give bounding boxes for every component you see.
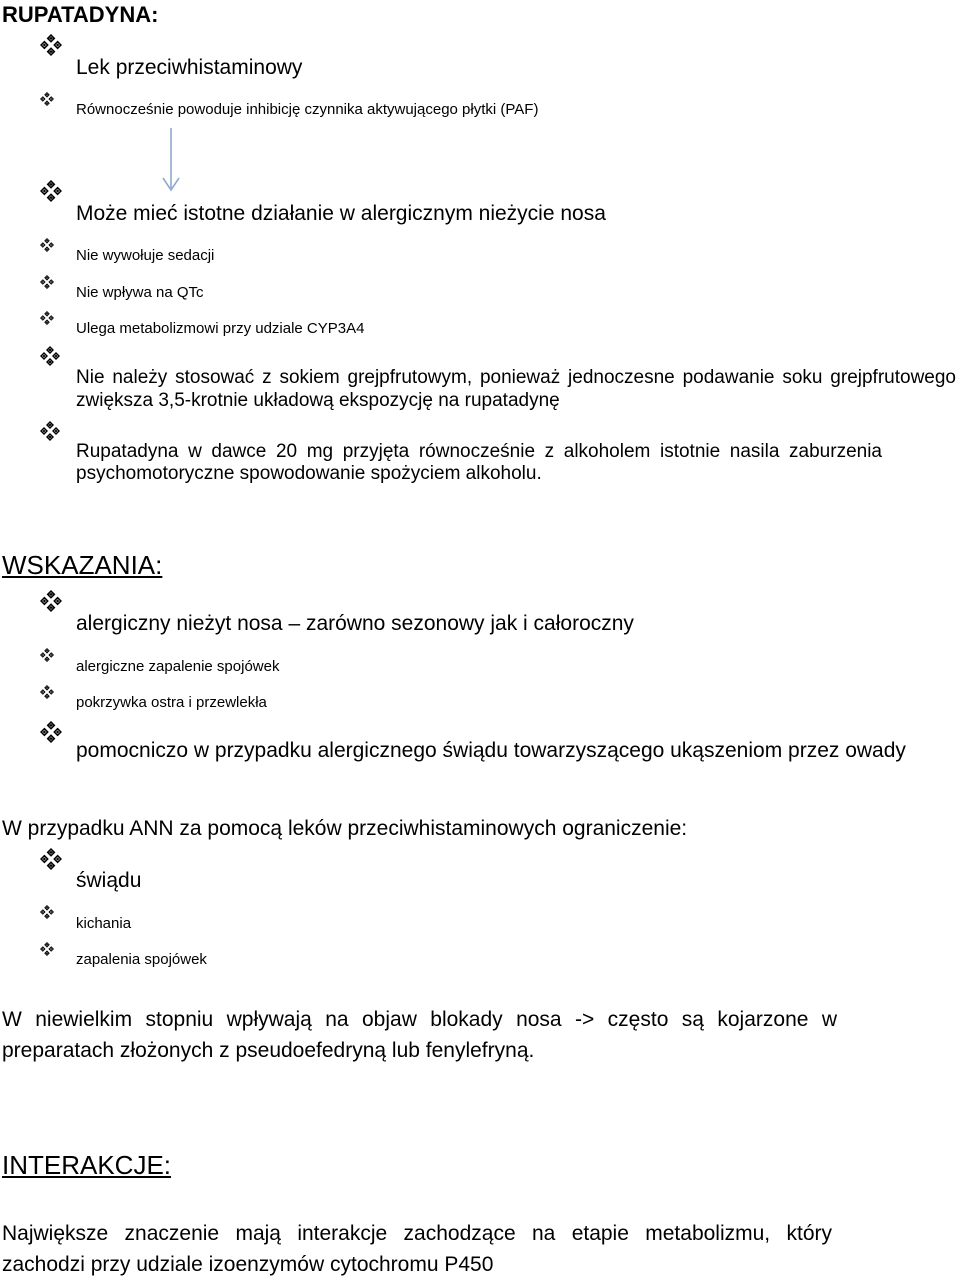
- section-heading-wskazania: WSKAZANIA:: [2, 550, 163, 580]
- four-diamond-bullet-icon: [40, 34, 62, 56]
- interakcje-text: Największe znaczenie mają interakcje zachodzące na etapie metabolizmu, który zachodzi przy udziale izoenzymów cytochromu P450: [2, 1222, 832, 1276]
- ann-note: W niewielkim stopniu wpływają na objaw blokady nosa -> często są kojarzone w preparatach złożonych z pseudoefedryną lub fenylefryną.: [2, 1008, 837, 1062]
- four-diamond-bullet-icon: [40, 905, 54, 919]
- list-item: zapalenia spojówek: [76, 951, 207, 968]
- four-diamond-bullet-icon: [40, 275, 54, 289]
- section-heading-interakcje: INTERAKCJE:: [2, 1150, 172, 1180]
- four-diamond-bullet-icon: [40, 421, 60, 441]
- section-heading-rupatadyna: RUPATADYNA:: [2, 2, 159, 27]
- four-diamond-bullet-icon: [40, 942, 54, 956]
- list-item: Może mieć istotne działanie w alergicznym nieżycie nosa: [76, 202, 606, 225]
- four-diamond-bullet-icon: [40, 685, 54, 699]
- list-item: alergiczny nieżyt nosa – zarówno sezonowy jak i całoroczny: [76, 612, 634, 635]
- four-diamond-bullet-icon: [40, 848, 62, 870]
- four-diamond-bullet-icon: [40, 180, 62, 202]
- list-item: Rupatadyna w dawce 20 mg przyjęta równocześnie z alkoholem istotnie nasila zaburzenia psychomotoryczne spowodowanie spożyciem alkoholu.: [76, 441, 882, 484]
- four-diamond-bullet-icon: [40, 311, 54, 325]
- four-diamond-bullet-icon: [40, 346, 60, 366]
- list-item: pokrzywka ostra i przewlekła: [76, 694, 267, 711]
- ann-intro: W przypadku ANN za pomocą leków przeciwhistaminowych ograniczenie:: [2, 817, 688, 840]
- list-item: Nie wpływa na QTc: [76, 284, 204, 301]
- list-item: Równocześnie powoduje inhibicję czynnika aktywującego płytki (PAF): [76, 101, 539, 118]
- four-diamond-bullet-icon: [40, 648, 54, 662]
- four-diamond-bullet-icon: [40, 92, 54, 106]
- list-item: świądu: [76, 869, 142, 892]
- list-item: Nie wywołuje sedacji: [76, 247, 215, 264]
- list-item: Lek przeciwhistaminowy: [76, 56, 303, 79]
- list-item: Nie należy stosować z sokiem grejpfrutowym, ponieważ jednoczesne podawanie soku grejpfrutowego zwiększa 3,5-krotnie układową ekspozycję na rupatadynę: [76, 367, 956, 411]
- list-item: pomocniczo w przypadku alergicznego świądu towarzyszącego ukąszeniom przez owady: [76, 739, 906, 762]
- list-item: alergiczne zapalenie spojówek: [76, 658, 280, 675]
- list-item: Ulega metabolizmowi przy udziale CYP3A4: [76, 320, 365, 337]
- down-arrow-icon: [161, 128, 181, 192]
- four-diamond-bullet-icon: [40, 238, 54, 252]
- list-item: kichania: [76, 915, 132, 932]
- four-diamond-bullet-icon: [40, 590, 62, 612]
- four-diamond-bullet-icon: [40, 721, 62, 743]
